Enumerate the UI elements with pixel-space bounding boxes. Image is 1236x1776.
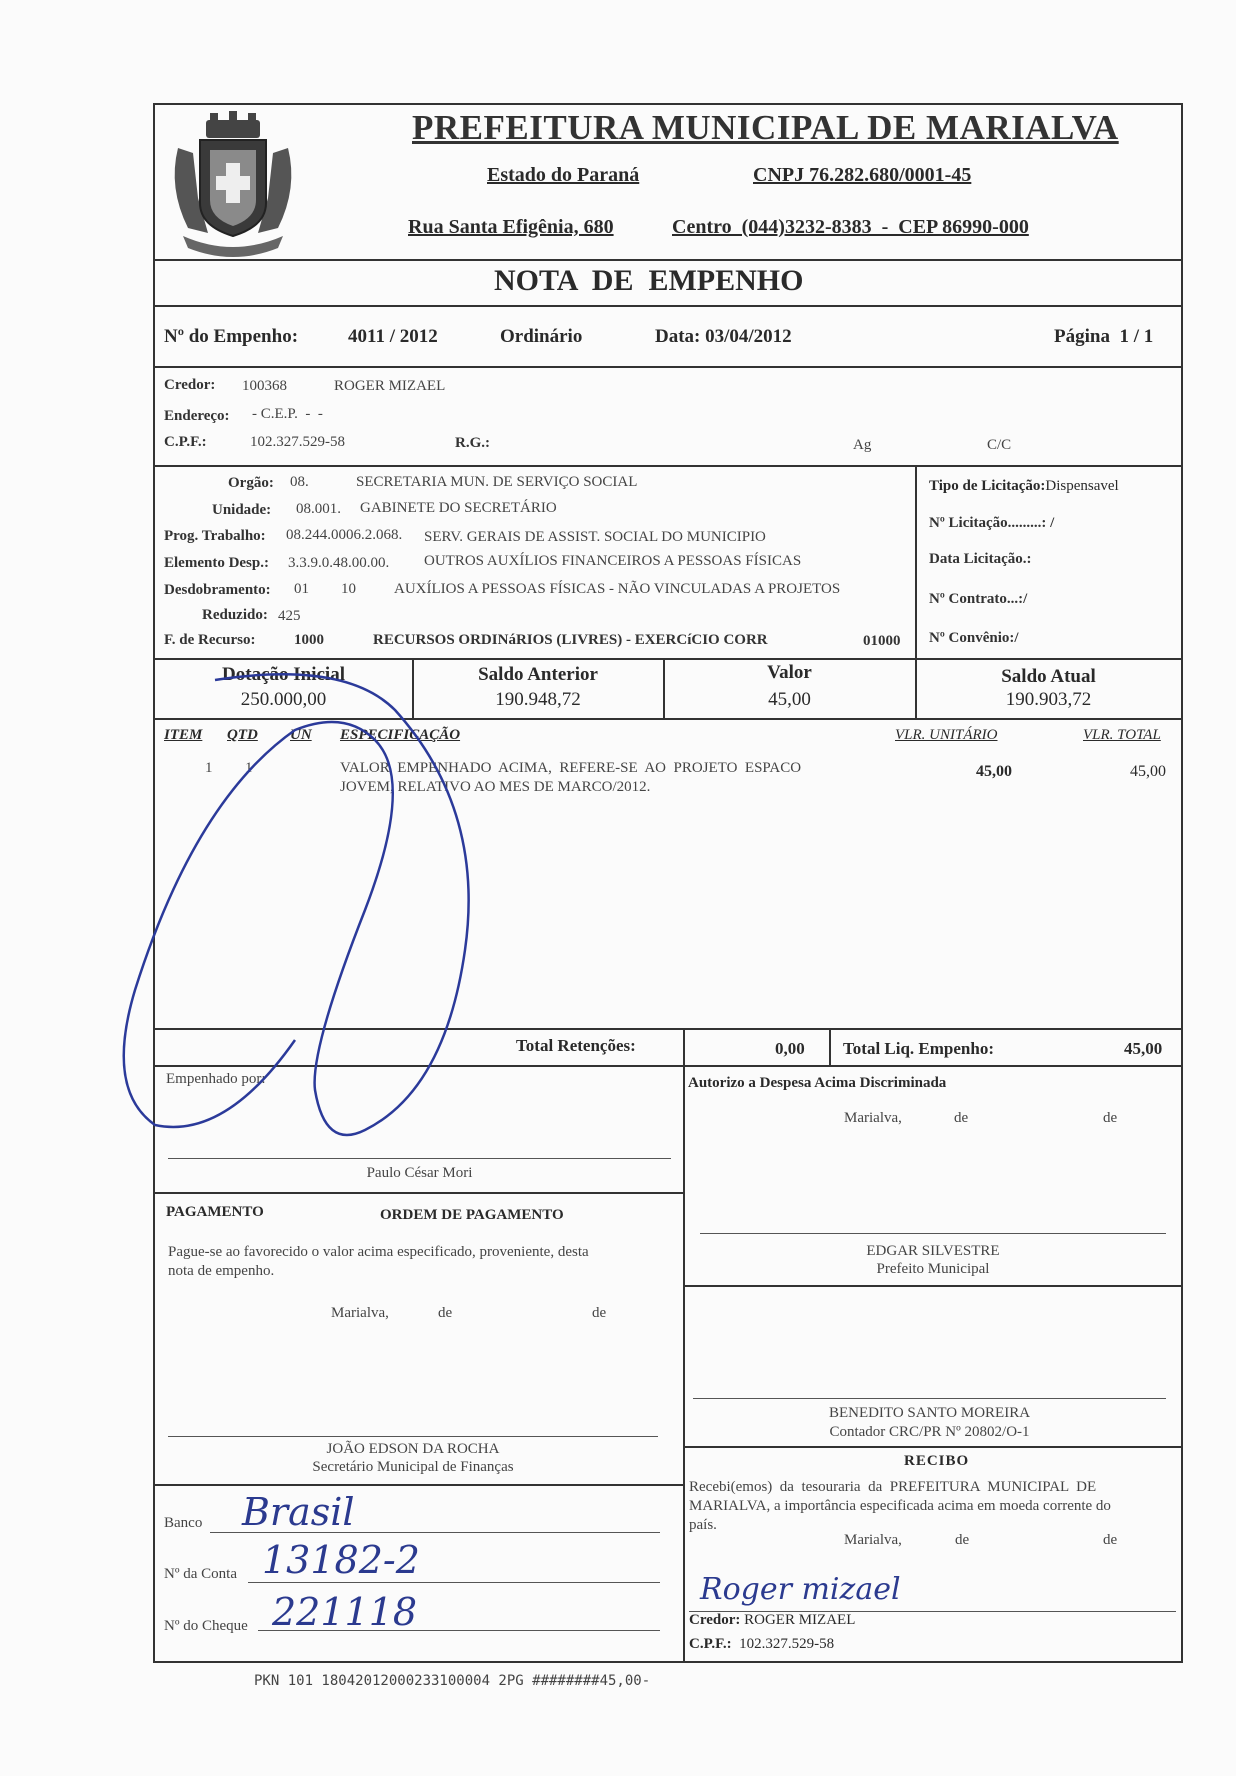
fonte-desc: RECURSOS ORDINáRIOS (LIVRES) - EXERCíCIO CORR [373,632,768,648]
licitacao-number: Nº Licitação.........: / [929,515,1055,531]
pagamento-city: Marialva, [331,1305,389,1321]
col-vlr-total: VLR. TOTAL [1083,727,1161,743]
saldo-atual-label: Saldo Atual [1001,666,1096,687]
blue-pen-mark-icon [95,670,495,1150]
orgao-code: 08. [290,474,309,490]
unidade-label: Unidade: [212,502,272,518]
divider [683,1029,685,1066]
ag-label: Ag [853,437,872,453]
autorizo-de1: de [954,1110,969,1126]
item-spec-line2: JOVEM, RELATIVO AO MES DE MARCO/2012. [340,779,651,795]
conta-label: Nº da Conta [164,1566,237,1582]
recibo-de1: de [955,1532,970,1548]
credor-code: 100368 [242,378,287,394]
item-qtd: 1 [245,760,253,776]
divider [155,1484,684,1486]
footer-code: PKN 101 18042012000233100004 2PG ########45,00- [254,1673,651,1689]
reduzido-value: 425 [278,608,301,624]
col-qtd: QTD [227,727,258,743]
saldo-atual-value: 190.903,72 [1005,689,1092,710]
prefeito-name: EDGAR SILVESTRE [866,1243,1000,1259]
fonte-number: 01000 [863,633,901,649]
fonte-label: F. de Recurso: [164,632,256,648]
empenho-date: Data: 03/04/2012 [655,326,792,347]
col-especificacao: ESPECIFICAÇÃO [340,727,461,743]
page-number: Página 1 / 1 [1054,326,1154,347]
institution-title: PREFEITURA MUNICIPAL DE MARIALVA [412,108,1119,147]
divider [915,466,917,658]
item-total-value: 45,00 [1130,763,1166,780]
address-street: Rua Santa Efigênia, 680 [408,216,614,238]
address-contact: Centro (044)3232-8383 - CEP 86990-000 [672,216,1029,238]
endereco-value: - C.E.P. - - [252,406,323,422]
conta-value: 13182-2 [262,1538,420,1582]
total-liquido-label: Total Liq. Empenho: [843,1039,994,1058]
cc-label: C/C [987,437,1012,453]
divider [155,1192,684,1194]
empenho-number: 4011 / 2012 [348,326,438,347]
signature-line [693,1398,1166,1399]
document-title: NOTA DE EMPENHO [494,264,804,297]
desdobramento-label: Desdobramento: [164,582,271,598]
cnpj: CNPJ 76.282.680/0001-45 [753,164,972,186]
tipo-licitacao-value: Dispensavel [1045,478,1119,494]
autorizo-city: Marialva, [844,1110,902,1126]
cpf-label: C.P.F.: [164,434,207,450]
credor-signature: Roger mizael [700,1572,901,1607]
banco-value: Brasil [242,1490,355,1534]
divider [684,1285,1181,1287]
elemento-desc: OUTROS AUXÍLIOS FINANCEIROS A PESSOAS FÍSICAS [424,553,802,569]
cheque-label: Nº do Cheque [164,1618,248,1634]
item-number: 1 [205,760,213,776]
secretario-role: Secretário Municipal de Finanças [312,1459,514,1475]
dotacao-label: Dotação Inicial [222,664,345,685]
recibo-credor-name: ROGER MIZAEL [744,1612,856,1628]
elemento-code: 3.3.9.0.48.00.00. [288,555,390,571]
pagamento-text-line2: nota de empenho. [168,1263,275,1279]
endereco-label: Endereço: [164,408,230,424]
orgao-label: Orgão: [228,475,274,491]
pagamento-de1: de [438,1305,453,1321]
empenhado-label: Empenhado por: [166,1071,266,1087]
recibo-title: RECIBO [904,1453,970,1469]
empenhado-name: Paulo César Mori [366,1165,473,1181]
autorizo-label: Autorizo a Despesa Acima Discriminada [688,1075,947,1091]
recibo-city: Marialva, [844,1532,902,1548]
contador-name: BENEDITO SANTO MOREIRA [828,1405,1031,1421]
desdobramento-a: 01 [294,581,309,597]
elemento-label: Elemento Desp.: [164,555,269,571]
reduzido-label: Reduzido: [202,607,268,623]
ordem-pagamento-label: ORDEM DE PAGAMENTO [380,1207,564,1223]
col-item: ITEM [164,727,203,743]
divider [155,366,1181,368]
state-name: Estado do Paraná [487,164,640,186]
pagamento-de2: de [592,1305,607,1321]
credor-name: ROGER MIZAEL [334,378,446,394]
coat-of-arms-icon [158,108,308,258]
banco-label: Banco [164,1515,203,1531]
secretario-name: JOÃO EDSON DA ROCHA [326,1441,500,1457]
item-unit-value: 45,00 [976,763,1012,780]
desdobramento-b: 10 [341,581,356,597]
total-liquido-value: 45,00 [1124,1039,1163,1058]
tipo-licitacao [929,478,1119,495]
col-vlr-unitario: VLR. UNITÁRIO [895,727,998,743]
divider [155,658,1181,660]
prefeito-role: Prefeito Municipal [876,1261,990,1277]
unidade-code: 08.001. [296,501,341,517]
divider [684,1446,1181,1448]
tipo-licitacao-label: Tipo de Licitação: [929,478,1046,494]
valor-label: Valor [767,662,812,683]
divider [155,465,1181,467]
cpf-value: 102.327.529-58 [250,434,345,450]
recibo-cpf [689,1636,834,1653]
recibo-de2: de [1103,1532,1118,1548]
contrato-number: Nº Contrato...:/ [929,591,1028,607]
item-spec-line1: VALOR EMPENHADO ACIMA, REFERE-SE AO PROJETO ESPACO [340,760,802,776]
recibo-credor-label: Credor: [689,1612,741,1628]
convenio-number: Nº Convênio:/ [929,630,1019,646]
divider [829,1029,831,1066]
recibo-text-line2: MARIALVA, a importância especificada acima em moeda corrente do [689,1498,1111,1514]
saldo-anterior-value: 190.948,72 [495,689,581,710]
empenho-number-label: Nº do Empenho: [164,326,299,347]
contador-role: Contador CRC/PR Nº 20802/O-1 [829,1424,1030,1440]
prog-label: Prog. Trabalho: [164,528,266,544]
cheque-value: 221118 [272,1590,418,1634]
divider [155,305,1181,307]
recibo-cpf-value: 102.327.529-58 [739,1636,835,1652]
conta-line [248,1582,660,1583]
desdobramento-desc: AUXÍLIOS A PESSOAS FÍSICAS - NÃO VINCULADAS A PROJETOS [394,581,841,597]
total-retencoes-value: 0,00 [775,1039,805,1058]
fonte-code: 1000 [294,632,324,648]
unidade-desc: GABINETE DO SECRETÁRIO [360,500,557,516]
orgao-desc: SECRETARIA MUN. DE SERVIÇO SOCIAL [356,474,638,490]
signature-line [168,1158,671,1159]
prog-code: 08.244.0006.2.068. [286,527,403,543]
total-retencoes-label: Total Retenções: [516,1036,636,1055]
empenho-type: Ordinário [500,326,583,347]
recibo-text-line1: Recebi(emos) da tesouraria da PREFEITURA MUNICIPAL DE [689,1479,1097,1495]
recibo-text-line3: país. [689,1517,717,1533]
credor-label: Credor: [164,377,216,393]
licitacao-date: Data Licitação.: [929,551,1032,567]
dotacao-value: 250.000,00 [240,689,327,710]
pagamento-label: PAGAMENTO [166,1204,264,1220]
valor-value: 45,00 [768,689,811,710]
col-un: UN [290,727,312,743]
prog-desc: SERV. GERAIS DE ASSIST. SOCIAL DO MUNICIPIO [424,529,766,545]
recibo-credor [689,1612,855,1629]
saldo-anterior-label: Saldo Anterior [478,664,598,685]
divider [155,259,1181,261]
rg-label: R.G.: [455,435,490,451]
pagamento-text-line1: Pague-se ao favorecido o valor acima especificado, proveniente, desta [168,1244,589,1260]
divider [683,1066,685,1661]
signature-line [168,1436,658,1437]
autorizo-de2: de [1103,1110,1118,1126]
recibo-cpf-label: C.P.F.: [689,1636,732,1652]
signature-line [700,1233,1166,1234]
